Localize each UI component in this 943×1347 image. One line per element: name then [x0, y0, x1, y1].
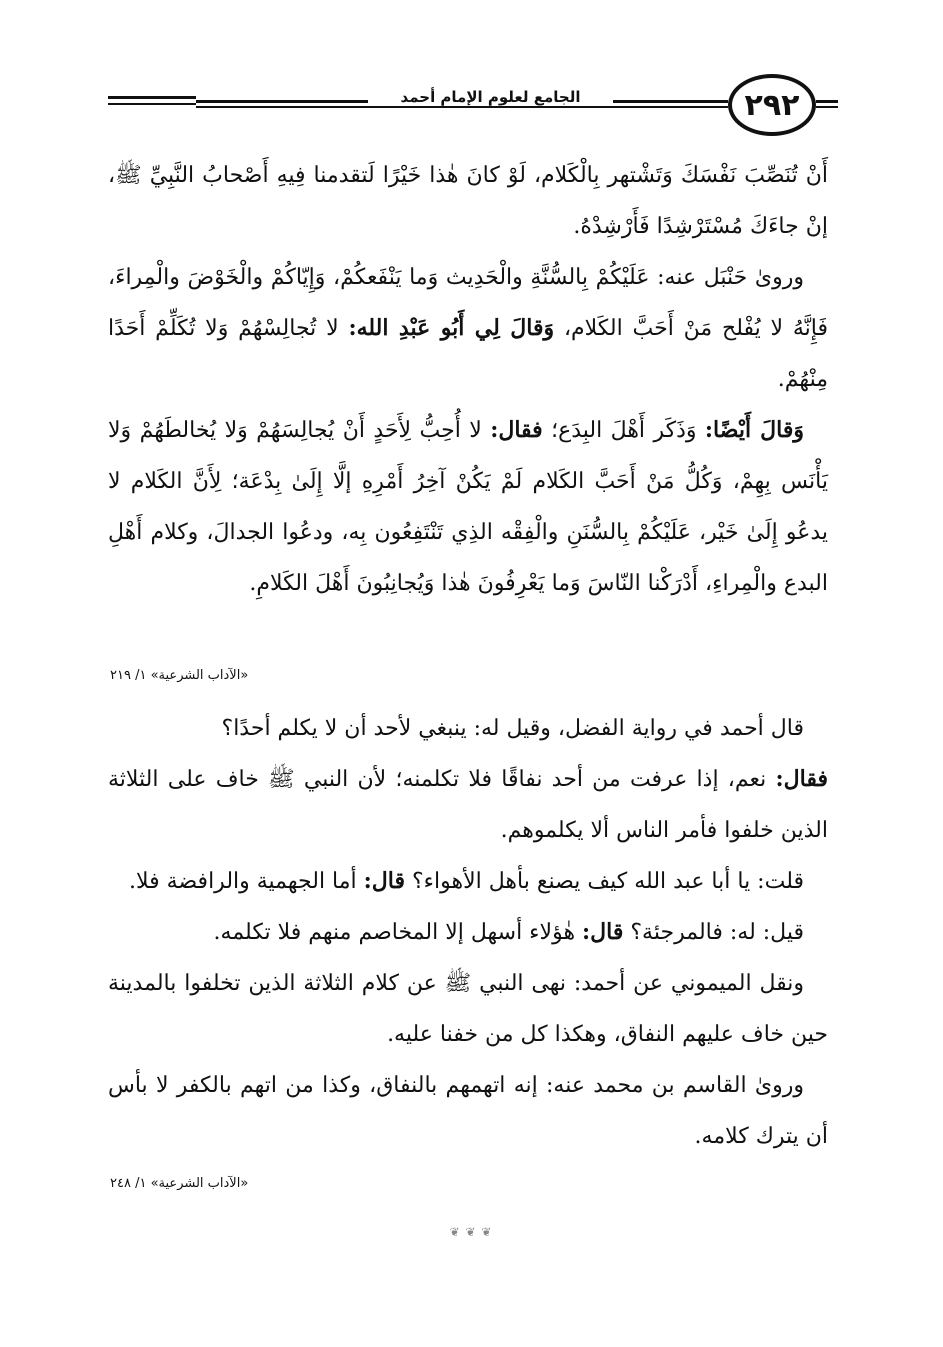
paragraph-5-rest: نعم، إذا عرفت من أحد نفاقًا فلا تكلمنه؛ لأن النبي ﷺ خاف على الثلاثة الذين خلفوا فأمر الناس ألا يكلموهم. [108, 767, 828, 843]
paragraph-9 [108, 1060, 828, 1162]
section-2 [108, 703, 828, 1162]
paragraph-7-rest: هٰؤلاء أسهل إلا المخاصم منهم فلا تكلمه. [213, 920, 576, 945]
page-number-badge: ٢٩٢ [728, 74, 816, 136]
paragraph-6-bold: قال: [363, 868, 405, 894]
header-rule-left-top [108, 96, 196, 99]
header-rule-right-top [816, 100, 838, 103]
paragraph-7-bold: قال: [582, 919, 624, 945]
paragraph-7 [108, 907, 828, 958]
paragraph-2-bold: وَقالَ لِي أَبُو عَبْدِ الله: [348, 315, 555, 341]
source-citation-2: «الآداب الشرعية» ١/ ٢٤٨ [110, 1176, 249, 1191]
paragraph-4-text: قال أحمد في رواية الفضل، وقيل له: ينبغي لأحد أن لا يكلم أحدًا؟ [221, 716, 804, 741]
header-rule-left-bottom [108, 103, 196, 105]
paragraph-6-start: قلت: يا أبا عبد الله كيف يصنع بأهل الأهواء؟ [411, 869, 804, 894]
paragraph-2-end: لا تُجالِسْهُمْ وَلا تُكَلِّمْ أَحَدًا مِنْهُمْ. [108, 316, 828, 392]
paragraph-5-bold: فقال: [775, 766, 828, 792]
paragraph-5 [108, 754, 828, 856]
paragraph-1-text: أَنْ تُنَصِّبَ نَفْسَكَ وَتَشْتهر بِالْكَلام، لَوْ كانَ هٰذا خَيْرًا لَتقدمنا فِيهِ أَصْحابُ النَّبِيِّ ﷺ، إنْ جاءَكَ مُسْتَرْشِدًا فَأَرْشِدْهُ. [108, 163, 828, 239]
paragraph-2 [108, 252, 828, 405]
paragraph-3-bold-2: فقال: [490, 417, 543, 443]
paragraph-1 [108, 150, 828, 252]
paragraph-8 [108, 958, 828, 1060]
paragraph-7-start: قيل: له: فالمرجئة؟ [630, 920, 804, 945]
paragraph-9-text: وروىٰ القاسم بن محمد عنه: إنه اتهمهم بالنفاق، وكذا من اتهم بالكفر لا بأس أن يترك كلامه. [108, 1073, 828, 1149]
paragraph-4 [108, 703, 828, 754]
paragraph-2-intro: وروىٰ حَنْبَل عنه: عَلَيْكُمْ بِالسُّنَّةِ والْحَدِيث وَما يَنْفَعكُمْ، وَإِيّاكُمْ والْخَوْضَ والْمِراءَ، فَإِنَّهُ لا يُفْلح مَنْ أَحَبَّ الكَلام، [108, 265, 829, 341]
paragraph-3-mid: وَذَكَر أَهْلَ البِدَع؛ [551, 418, 697, 443]
source-citation-1: «الآداب الشرعية» ١/ ٢١٩ [110, 668, 249, 683]
paragraph-6-rest: أما الجهمية والرافضة فلا. [129, 869, 357, 894]
paragraph-3-bold-1: وَقالَ أَيْضًا: [704, 417, 804, 443]
paragraph-3 [108, 405, 828, 609]
running-title: الجامع لعلوم الإمام أحمد [368, 88, 613, 106]
header-rule-center-bottom [196, 106, 728, 108]
paragraph-8-text: ونقل الميموني عن أحمد: نهى النبي ﷺ عن كلام الثلاثة الذين تخلفوا بالمدينة حين خاف عليهم النفاق، وهكذا كل من خفنا عليه. [108, 971, 828, 1047]
paragraph-3-rest: لا أُحِبُّ لِأَحَدٍ أَنْ يُجالِسَهُمْ وَلا يُخالطَهُمْ وَلا يَأْنَس بِهِمْ، وَكُلُّ مَنْ أَحَبَّ الكَلام لَمْ يَكُنْ آخِرُ أَمْرِهِ إلَّا إِلَىٰ بِدْعَة؛ لِأَنَّ الكَلام لا يدعُو إِلَىٰ خَيْر، عَلَيْكُمْ بِالسُّنَنِ والْفِقْه الذِي تَنْتَفِعُون بِه، ودعُوا الجدالَ، وكلام أَهْلِ البدع والْمِراءِ، أَدْرَكْنا النّاسَ وَما يَعْرِفُونَ هٰذا وَيُجانِبُونَ أَهْلَ الكَلامِ. [108, 418, 828, 596]
paragraph-6 [108, 856, 828, 907]
page-header [0, 0, 943, 140]
footer-ornament: ❦ ❦ ❦ [449, 1225, 493, 1239]
header-rule-right-bottom [816, 106, 838, 108]
section-1 [108, 150, 828, 609]
